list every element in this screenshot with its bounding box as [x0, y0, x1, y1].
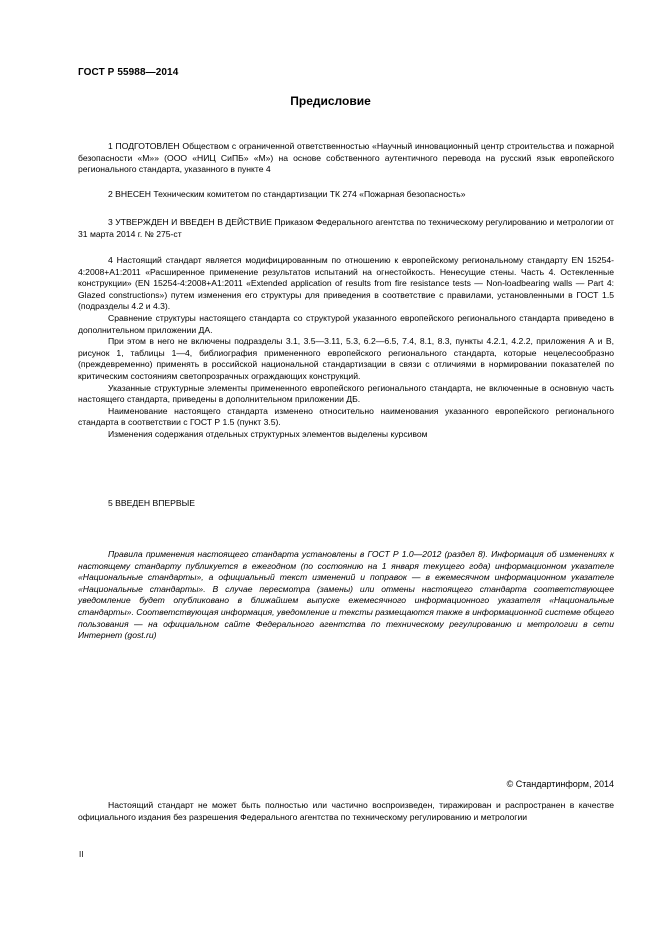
item-4-text-e: Наименование настоящего стандарта изменено относительно наименования указанного европейского регионального стандарта в соответствии с ГОСТ Р 1.5 (пункт 3.5). [78, 405, 614, 428]
copyright-notice [78, 800, 614, 823]
page-title: Предисловие [290, 94, 371, 108]
item-2 [78, 189, 614, 201]
copyright-notice-text: Настоящий стандарт не может быть полностью или частично воспроизведен, тиражирован и распространен в качестве официального издания без разрешения Федерального агентства по техническому регулированию и метрологии [78, 800, 614, 822]
copyright-line: © Стандартинформ, 2014 [506, 779, 614, 789]
item-4-text-b: Сравнение структуры настоящего стандарта со структурой указанного европейского регионального стандарта приведено в дополнительном приложении ДА. [78, 312, 614, 335]
page-number: II [79, 850, 84, 859]
rules-notice [78, 549, 614, 642]
item-4-text-c: При этом в него не включены подразделы 3.1, 3.5—3.11, 5.3, 6.2—6.5, 7.4, 8.1, 8.3, пункты 4.2.1, 4.2.2, приложения А и В, рисунок 1, таблицы 1—4, библиография примененного европейского регионального стандарта, которые нецелесообразно (преждевременно) применять в российской национальной стандартизации в связи с отличиями в нормировании показателей по критическим состояниям светопрозрачных ограждающих конструкций. [78, 336, 614, 381]
item-5 [78, 498, 614, 510]
item-1 [78, 141, 614, 176]
item-4-text-d: Указанные структурные элементы примененного европейского регионального стандарта, не включенные в основную часть настоящего стандарта, приведены в дополнительном приложении ДБ. [78, 382, 614, 405]
item-1-text: 1 ПОДГОТОВЛЕН Обществом с ограниченной ответственностью «Научный инновационный центр строительства и пожарной безопасности «М»» (ООО «НИЦ СиПБ» «М») на основе собственного аутентичного перевода на русский язык европейского регионального стандарта, указанного в пункте 4 [78, 141, 614, 175]
standard-code-header: ГОСТ Р 55988—2014 [78, 67, 179, 78]
item-5-text: 5 ВВЕДЕН ВПЕРВЫЕ [108, 498, 195, 508]
item-4-text-a: 4 Настоящий стандарт является модифицированным по отношению к европейскому региональному стандарту EN 15254-4:2008+A1:2011 «Расширенное применение результатов испытаний на огнестойкость. Ненесущие стены. Часть 4. Остекленные конструкции» (EN 15254-4:2008+A1:2011 «Extended application of results from fire resistance tests — Non-loadbearing walls — Part 4: Glazed constructions») путем изменения его структуры для приведения в соответствие с правилами, установленными в ГОСТ 1.5 (подразделы 4.2 и 4.3). [78, 255, 614, 312]
item-2-text: 2 ВНЕСЕН Техническим комитетом по стандартизации ТК 274 «Пожарная безопасность» [108, 189, 466, 199]
item-3 [78, 217, 614, 240]
rules-notice-text: Правила применения настоящего стандарта установлены в ГОСТ Р 1.0—2012 (раздел 8). Информация об изменениях к настоящему стандарту публикуется в ежегодном (по состоянию на 1 января текущего года) информационном указателе «Национальные стандарты», а официальный текст изменений и поправок — в ежемесячном информационном указателе «Национальные стандарты». В случае пересмотра (замены) или отмены настоящего стандарта соответствующее уведомление будет опубликовано в ближайшем выпуске ежемесячного информационного указателя «Национальные стандарты». Соответствующая информация, уведомление и тексты размещаются также в информационной системе общего пользования — на официальном сайте Федерального агентства по техническому регулированию и метрологии в сети Интернет (gost.ru) [78, 549, 614, 641]
item-4-text-f: Изменения содержания отдельных структурных элементов выделены курсивом [108, 428, 428, 439]
item-3-text: 3 УТВЕРЖДЕН И ВВЕДЕН В ДЕЙСТВИЕ Приказом Федерального агентства по техническому регулированию и метрологии от 31 марта 2014 г. № 275-ст [78, 217, 614, 239]
item-4 [78, 255, 614, 441]
